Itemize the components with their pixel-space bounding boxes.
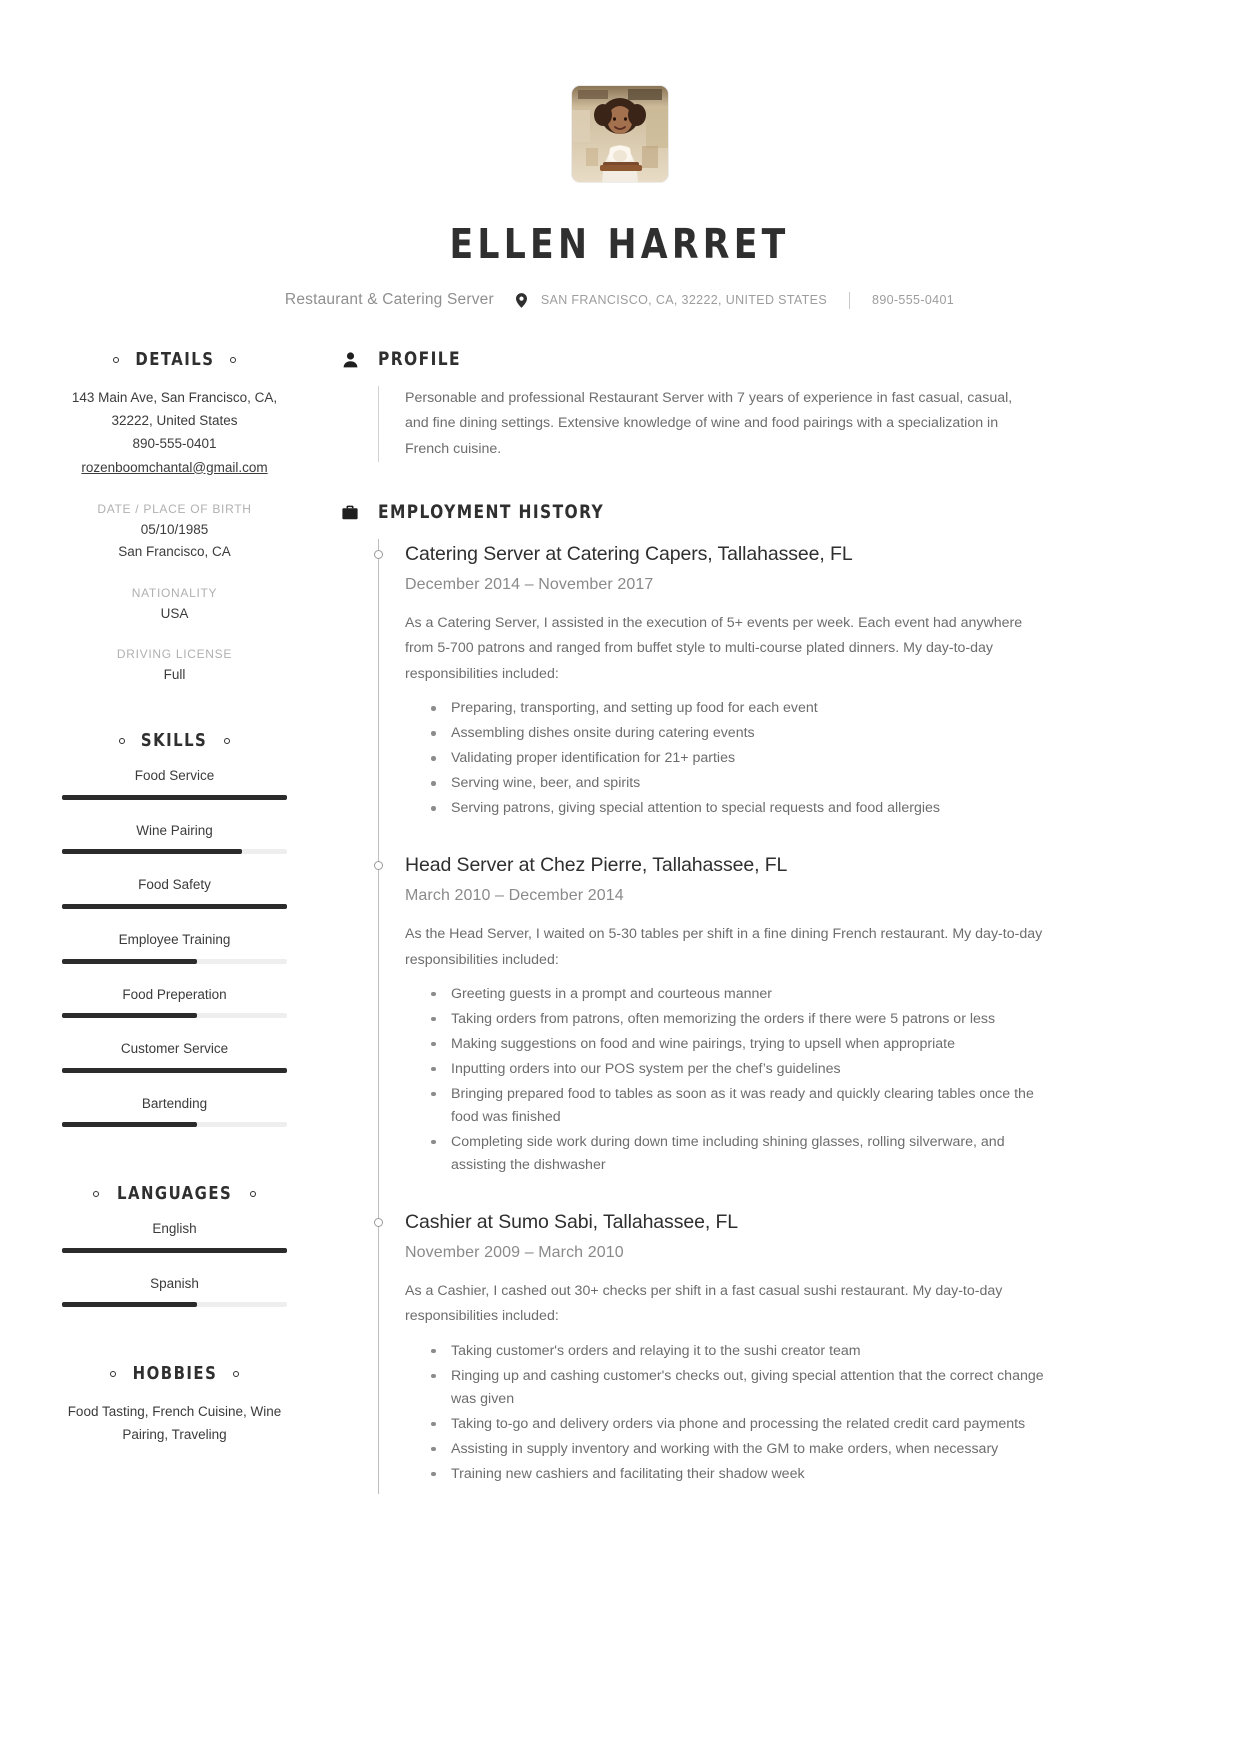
language-bar-track — [62, 1302, 287, 1307]
location-pin-icon — [516, 293, 527, 308]
hobbies-line2: Pairing, Traveling — [122, 1427, 227, 1443]
sidebar-heading-label: HOBBIES — [132, 1363, 217, 1385]
header-phone: 890-555-0401 — [872, 293, 955, 307]
language-label: English — [152, 1221, 197, 1237]
job-description: As the Head Server, I waited on 5-30 tables per shift in a fine dining French restaurant. My day-to-day responsibilities included: — [405, 926, 1043, 968]
timeline-dot-icon — [374, 550, 383, 559]
detail-group-birth — [62, 502, 287, 563]
detail-group-nationality — [62, 586, 287, 625]
job-dates: November 2009 – March 2010 — [405, 1244, 624, 1262]
language-row — [62, 1275, 287, 1308]
skills-list — [62, 767, 287, 1127]
skill-bar-track — [62, 1122, 287, 1127]
main-heading-label: EMPLOYMENT HISTORY — [378, 501, 605, 523]
header-address: SAN FRANCISCO, CA, 32222, UNITED STATES — [540, 293, 828, 307]
skill-row — [62, 931, 287, 964]
main-heading-profile — [341, 349, 1179, 370]
languages-list — [62, 1220, 287, 1307]
job-bullet-list — [405, 697, 1053, 820]
sidebar-heading-details — [62, 349, 287, 370]
job-bullet-item: Assembling dishes onsite during catering events — [427, 722, 1053, 745]
job-bullet-item: Taking to-go and delivery orders via phone and processing the related credit card payments — [427, 1413, 1053, 1436]
header-divider — [849, 292, 850, 309]
skill-label: Bartending — [141, 1095, 208, 1111]
sidebar-heading-label: SKILLS — [141, 730, 208, 752]
job-bullet-item: Taking customer's orders and relaying it to the sushi creator team — [427, 1340, 1053, 1363]
person-icon — [341, 352, 359, 368]
skill-label: Food Safety — [138, 877, 211, 893]
job-bullet-item: Making suggestions on food and wine pairings, trying to upsell when appropriate — [427, 1033, 1053, 1056]
main-column — [297, 349, 1239, 1494]
job-bullet-item: Validating proper identification for 21+ parties — [427, 747, 1053, 770]
job-bullet-item: Inputting orders into our POS system per the chef’s guidelines — [427, 1058, 1053, 1081]
skill-bar-fill — [62, 1122, 197, 1127]
job-entry — [405, 852, 1179, 1209]
skill-bar-fill — [62, 849, 242, 854]
detail-label: DATE / PLACE OF BIRTH — [97, 501, 252, 516]
job-bullet-item: Training new cashiers and facilitating their shadow week — [427, 1463, 1053, 1486]
job-bullet-item: Assisting in supply inventory and working with the GM to make orders, when necessary — [427, 1438, 1053, 1461]
job-bullet-item: Taking orders from patrons, often memorizing the orders if there were 5 patrons or less — [427, 1008, 1053, 1031]
job-bullet-list — [405, 1340, 1053, 1486]
skill-row — [62, 767, 287, 800]
job-dates: December 2014 – November 2017 — [405, 576, 654, 594]
skill-bar-track — [62, 1068, 287, 1073]
detail-address-line1: 143 Main Ave, San Francisco, CA, — [71, 390, 278, 405]
sidebar-heading-hobbies — [62, 1363, 287, 1384]
skill-bar-fill — [62, 904, 287, 909]
spacer — [341, 462, 1179, 502]
hobbies-text — [62, 1400, 287, 1446]
detail-label: DRIVING LICENSE — [116, 647, 233, 662]
timeline-dot-icon — [374, 1218, 383, 1227]
skill-bar-fill — [62, 959, 197, 964]
job-bullet-item: Serving patrons, giving special attention to special requests and food allergies — [427, 797, 1053, 820]
details-block — [62, 386, 287, 479]
skill-row — [62, 1095, 287, 1128]
profile-text: Personable and professional Restaurant Server with 7 years of experience in fast casual, casual, and fine dining settings. Extensive knowledge of wine and food pairings with a specialization in French cuisine. — [378, 386, 1033, 462]
timeline-dot-icon — [374, 861, 383, 870]
circle-bullet-icon — [110, 1371, 116, 1377]
detail-value: 05/10/1985 — [140, 521, 209, 537]
circle-bullet-icon — [233, 1371, 239, 1377]
job-description: As a Cashier, I cashed out 30+ checks per shift in a fast casual sushi restaurant. My day-to-day responsibilities included: — [405, 1283, 1003, 1325]
job-dates: March 2010 – December 2014 — [405, 887, 624, 905]
circle-bullet-icon — [250, 1191, 256, 1197]
skill-label: Food Preperation — [122, 986, 227, 1002]
language-bar-fill — [62, 1302, 197, 1307]
hobbies-line1: Food Tasting, French Cuisine, Wine — [67, 1404, 282, 1420]
job-bullet-list — [405, 983, 1053, 1177]
skill-label: Customer Service — [120, 1041, 229, 1057]
detail-address-line2: 32222, United States — [111, 413, 238, 429]
skill-bar-track — [62, 904, 287, 909]
spacer — [62, 686, 287, 730]
circle-bullet-icon — [224, 738, 230, 744]
skill-row — [62, 986, 287, 1019]
language-label: Spanish — [150, 1275, 199, 1291]
sidebar-heading-skills — [62, 730, 287, 751]
job-entry — [405, 1209, 1179, 1486]
skill-label: Food Service — [134, 768, 215, 784]
skill-bar-fill — [62, 1013, 197, 1018]
skill-row — [62, 876, 287, 909]
job-entry — [405, 541, 1179, 852]
sidebar — [0, 349, 297, 1494]
avatar — [572, 86, 668, 182]
detail-email-link[interactable]: rozenboomchantal@gmail.com — [81, 459, 268, 475]
main-heading-employment — [341, 502, 1179, 523]
job-bullet-item: Serving wine, beer, and spirits — [427, 772, 1053, 795]
job-title: Cashier at Sumo Sabi, Tallahassee, FL — [405, 1210, 739, 1233]
header-subline — [0, 291, 1239, 309]
skill-row — [62, 822, 287, 855]
skill-label: Employee Training — [118, 931, 231, 947]
skill-bar-track — [62, 849, 287, 854]
page-title: ELLEN HARRET — [449, 220, 790, 268]
detail-label: NATIONALITY — [131, 585, 218, 600]
job-bullet-item: Completing side work during down time including shining glasses, rolling silverware, and assisting the dishwasher — [427, 1131, 1053, 1177]
detail-group-driving-license — [62, 647, 287, 686]
skill-label: Wine Pairing — [136, 822, 213, 838]
circle-bullet-icon — [119, 738, 125, 744]
skill-bar-fill — [62, 1068, 287, 1073]
job-bullet-item: Preparing, transporting, and setting up food for each event — [427, 697, 1053, 720]
language-row — [62, 1220, 287, 1253]
resume-content — [0, 349, 1239, 1554]
job-bullet-item: Ringing up and cashing customer's checks out, giving special attention that the correct change was given — [427, 1365, 1053, 1411]
circle-bullet-icon — [230, 357, 236, 363]
briefcase-icon — [341, 505, 359, 520]
spacer — [62, 1329, 287, 1363]
main-heading-label: PROFILE — [378, 349, 461, 370]
job-bullet-item: Greeting guests in a prompt and courteous manner — [427, 983, 1053, 1006]
detail-value-secondary: San Francisco, CA — [118, 543, 231, 559]
job-description: As a Catering Server, I assisted in the execution of 5+ events per week. Each event had anywhere from 5-700 patrons and ranged from buffet style to multi-course plated dinners. My day-to-day responsibilities included: — [405, 615, 1023, 682]
circle-bullet-icon — [113, 357, 119, 363]
job-title: Restaurant & Catering Server — [284, 291, 494, 308]
sidebar-heading-languages — [62, 1183, 287, 1204]
language-bar-track — [62, 1248, 287, 1253]
skill-bar-track — [62, 1013, 287, 1018]
language-bar-fill — [62, 1248, 287, 1253]
job-title: Head Server at Chez Pierre, Tallahassee, FL — [405, 854, 788, 876]
detail-value: USA — [160, 605, 189, 621]
skill-bar-track — [62, 959, 287, 964]
circle-bullet-icon — [93, 1191, 99, 1197]
sidebar-heading-label: LANGUAGES — [116, 1183, 233, 1205]
skill-bar-fill — [62, 795, 287, 800]
skill-row — [62, 1040, 287, 1073]
employment-timeline — [378, 539, 1179, 1494]
skill-bar-track — [62, 795, 287, 800]
detail-value: Full — [163, 667, 186, 683]
job-bullet-item: Bringing prepared food to tables as soon as it was ready and quickly clearing tables once the food was finished — [427, 1083, 1053, 1129]
spacer — [62, 1149, 287, 1183]
detail-phone: 890-555-0401 — [132, 436, 217, 452]
resume-header — [0, 0, 1239, 309]
avatar-photo-icon — [572, 86, 668, 182]
job-title: Catering Server at Catering Capers, Tallahassee, FL — [405, 542, 853, 565]
sidebar-heading-label: DETAILS — [134, 349, 215, 370]
